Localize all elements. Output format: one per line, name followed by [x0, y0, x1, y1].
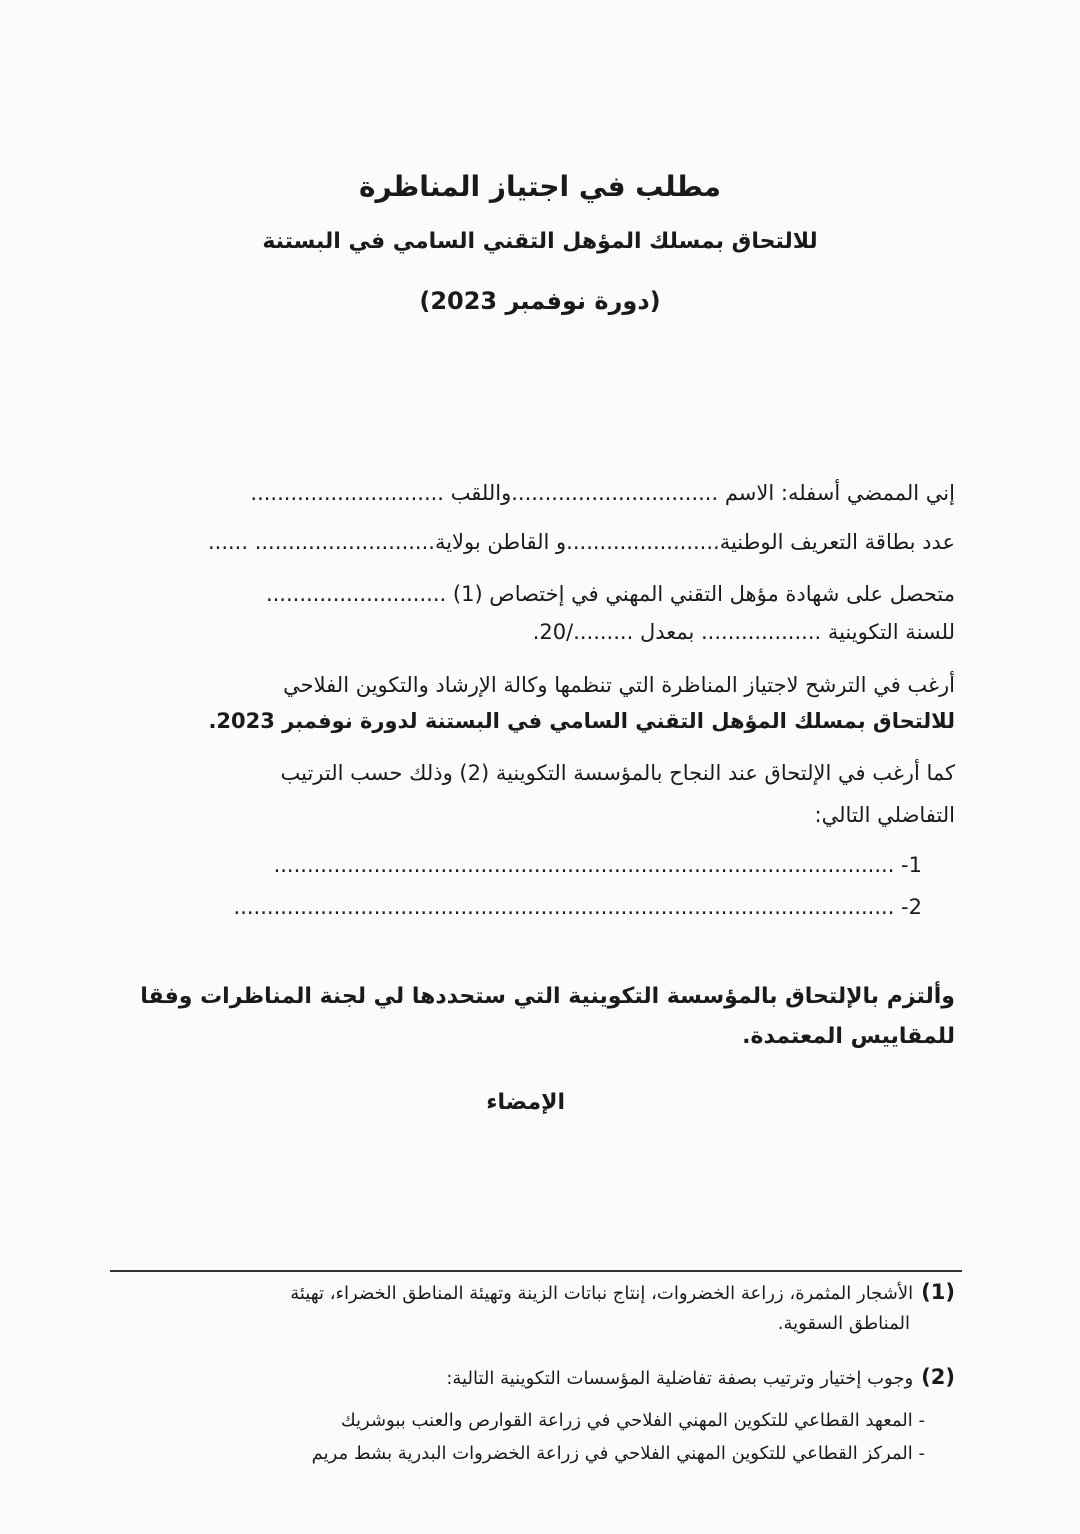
institution-item-2: - المركز القطاعي للتكوين المهني الفلاحي في زراعة الخضروات البدرية بشط مريم [311, 1443, 925, 1464]
commitment-line-1: وألتزم بالإلتحاق بالمؤسسة التكوينية التي ستحددها لي لجنة المناظرات وفقا [140, 984, 955, 1009]
footnote-1 [290, 1278, 955, 1308]
name-line: إني الممضي أسفله: الاسم ...............................واللقب ............................. [250, 481, 955, 505]
request-paragraph-line-1: أرغب في الترشح لاجتياز المناظرة التي تنظمها وكالة الإرشاد والتكوين الفلاحي [283, 673, 955, 697]
choice-1-line: 1- ............................................................................................. [273, 853, 922, 877]
footnote-2 [446, 1363, 955, 1393]
session-label: (دورة نوفمبر 2023) [419, 287, 661, 315]
certificate-line: متحصل على شهادة مؤهل التقني المهني في إختصاص (1) ........................... [265, 582, 955, 606]
form-title: مطلب في اجتياز المناظرة [358, 170, 721, 203]
choice-2-line: 2- ................................................................................................... [233, 895, 922, 919]
request-paragraph-line-2: للالتحاق بمسلك المؤهل التقني السامي في البستنة لدورة نوفمبر 2023. [208, 709, 955, 733]
footnote-2-number: (2) [921, 1365, 955, 1389]
form-subtitle: للالتحاق بمسلك المؤهل التقني السامي في البستنة [262, 229, 818, 254]
footnote-1-text: الأشجار المثمرة، زراعة الخضروات، إنتاج نباتات الزينة وتهيئة المناطق الخضراء، تهيئة [290, 1283, 914, 1304]
preference-paragraph-line-1: كما أرغب في الإلتحاق عند النجاح بالمؤسسة التكوينية (2) وذلك حسب الترتيب [280, 761, 955, 785]
signature-label: الإمضاء [486, 1090, 565, 1115]
preference-paragraph-line-2: التفاضلي التالي: [814, 803, 955, 827]
footnote-1-number: (1) [921, 1280, 955, 1304]
footnote-divider [110, 1270, 962, 1272]
footnote-1-continuation: المناطق السقوية. [777, 1313, 910, 1334]
training-year-line: للسنة التكوينية .................. بمعدل ........./20. [532, 620, 955, 644]
id-card-line: عدد بطاقة التعريف الوطنية.......................و القاطن بولاية........................... ...... [207, 530, 955, 554]
footnote-2-text: وجوب إختيار وترتيب بصفة تفاضلية المؤسسات التكوينية التالية: [446, 1368, 914, 1389]
commitment-line-2: للمقاييس المعتمدة. [742, 1024, 955, 1049]
institution-item-1: - المعهد القطاعي للتكوين المهني الفلاحي في زراعة القوارص والعنب ببوشريك [340, 1410, 925, 1431]
